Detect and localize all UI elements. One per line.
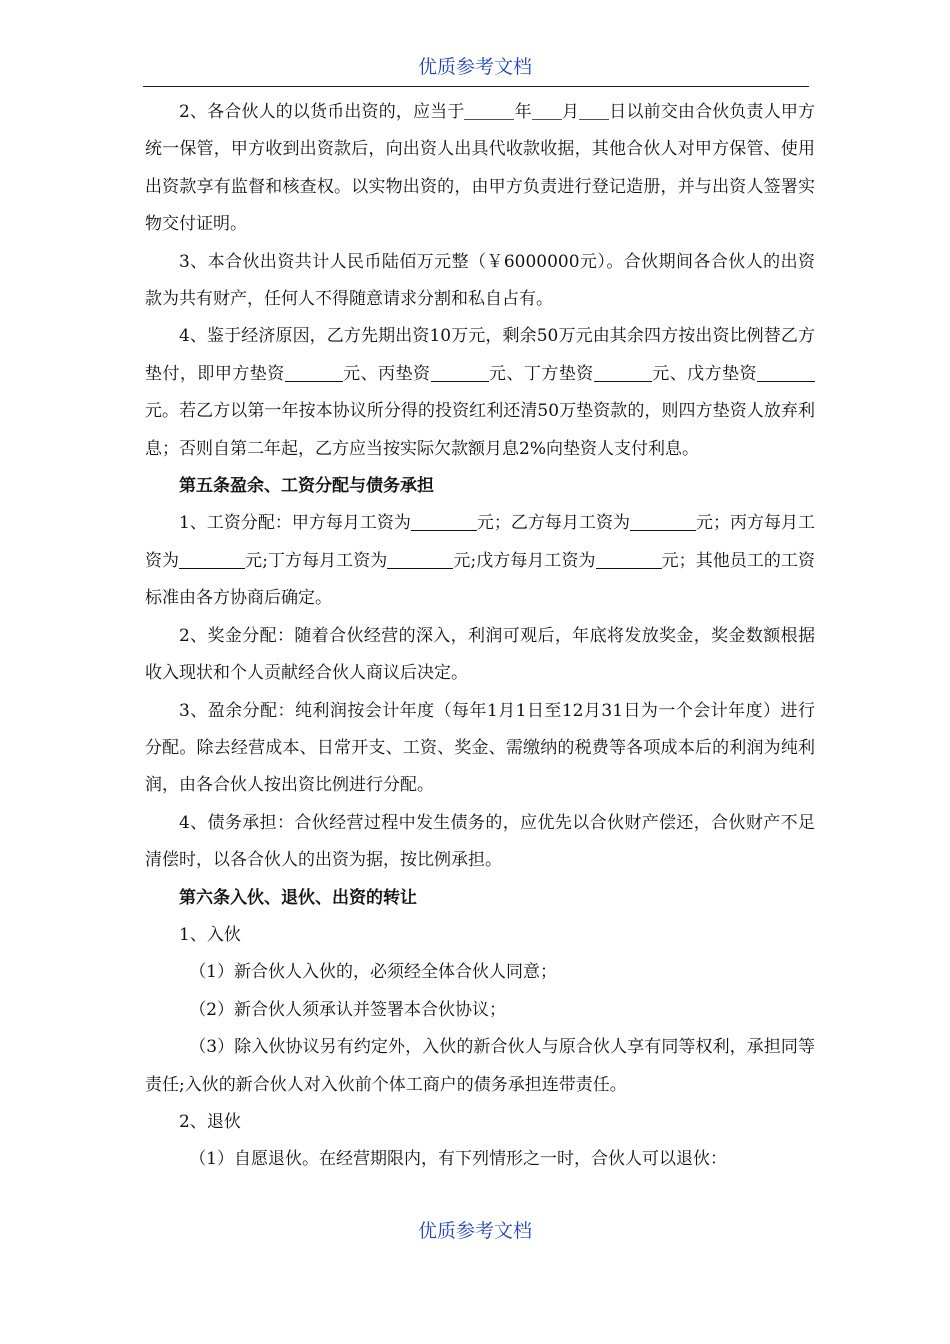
amount-blank <box>431 364 489 382</box>
text-segment: 年 <box>514 102 532 122</box>
salary-blank <box>630 513 696 531</box>
amount-blank <box>285 364 343 382</box>
date-blank-day <box>579 102 609 120</box>
paragraph-5-2: 2、奖金分配：随着合伙经营的深入，利润可观后，年底将发放奖金，奖金数额根据收入现状和个人贡献经合伙人商议后决定。 <box>145 625 815 684</box>
paragraph-2 <box>145 94 815 244</box>
paragraph-6-2: 2、退伙 <box>179 1111 241 1132</box>
text-segment: 元。若乙方以第一年按本协议所分得的投资红利还清50万垫资款的，则四方垫资人放弃利息；否则自第二年起，乙方应当按实际欠款额月息2%向垫资人支付利息。 <box>145 401 815 459</box>
text-segment: 元；其他员工的工资标准由各方协商后确定。 <box>145 550 816 609</box>
text-segment: 月 <box>561 102 580 122</box>
text-segment: 1、工资分配：甲方每月工资为 <box>179 513 411 534</box>
paragraph-3: 3、本合伙出资共计人民币陆佰万元整（￥6000000元）。合伙期间各合伙人的出资款为共有财产，任何人不得随意请求分割和私自占有。 <box>145 251 815 310</box>
paragraph-5-3: 3、盈余分配：纯利润按会计年度（每年1月1日至12月31日为一个会计年度）进行分配。除去经营成本、日常开支、工资、奖金、需缴纳的税费等各项成本后的利润为纯利润，由各合伙人按出资比例进行分配。 <box>145 700 815 796</box>
amount-blank <box>757 364 815 382</box>
text-segment: 元;丁方每月工资为 <box>245 550 388 571</box>
salary-blank <box>411 513 477 531</box>
paragraph-6-1-3: （3）除入伙协议另有约定外，入伙的新合伙人与原合伙人享有同等权利，承担同等责任;入伙的新合伙人对入伙前个体工商户的债务承担连带责任。 <box>145 1037 815 1095</box>
paragraph-5-4: 4、债务承担：合伙经营过程中发生债务的，应优先以合伙财产偿还，合伙财产不足清偿时，以各合伙人的出资为据，按比例承担。 <box>145 812 815 871</box>
heading-article-6: 第六条入伙、退伙、出资的转让 <box>179 887 417 908</box>
salary-blank <box>387 551 453 569</box>
heading-article-5: 第五条盈余、工资分配与债务承担 <box>179 476 434 497</box>
date-blank-year <box>464 102 514 120</box>
text-segment: 2、各合伙人的以货币出资的，应当于 <box>179 102 465 122</box>
paragraph-5-1 <box>145 505 815 617</box>
paragraph-6-1-1: （1）新合伙人入伙的，必须经全体合伙人同意； <box>189 962 558 983</box>
date-blank-month <box>532 102 562 120</box>
document-body <box>145 94 815 1179</box>
page-footer: 优质参考文档 <box>417 1220 532 1242</box>
text-segment: 元;戊方每月工资为 <box>453 550 596 571</box>
text-segment: 4、鉴于经济原因，乙方先期出资10万元，剩余50万元由其余四方按出资比例替乙方垫付，即甲方垫资 <box>145 326 815 384</box>
text-segment: 元；乙方每月工资为 <box>476 513 630 534</box>
header-divider <box>143 86 809 87</box>
text-segment: 元、丁方垫资 <box>488 363 594 384</box>
text-segment: 元；丙方每月工资为 <box>145 513 816 571</box>
text-segment: 日以前交由合伙负责人甲方统一保管，甲方收到出资款后，向出资人出具代收款收据，其他合伙人对甲方保管、使用出资款享有监督和核查权。以实物出资的，由甲方负责进行登记造册，并与出资人签署实物交付证明。 <box>145 102 816 235</box>
text-segment: 元、丙垫资 <box>342 363 431 384</box>
page-header: 优质参考文档 <box>417 56 532 78</box>
paragraph-6-2-1: （1）自愿退伙。在经营期限内，有下列情形之一时，合伙人可以退伙： <box>189 1149 728 1170</box>
paragraph-4 <box>145 318 815 468</box>
paragraph-6-1-2: （2）新合伙人须承认并签署本合伙协议； <box>189 999 507 1020</box>
salary-blank <box>179 551 245 569</box>
salary-blank <box>596 551 662 569</box>
paragraph-6-1: 1、入伙 <box>179 924 241 945</box>
text-segment: 元、戊方垫资 <box>651 363 758 384</box>
amount-blank <box>594 364 652 382</box>
